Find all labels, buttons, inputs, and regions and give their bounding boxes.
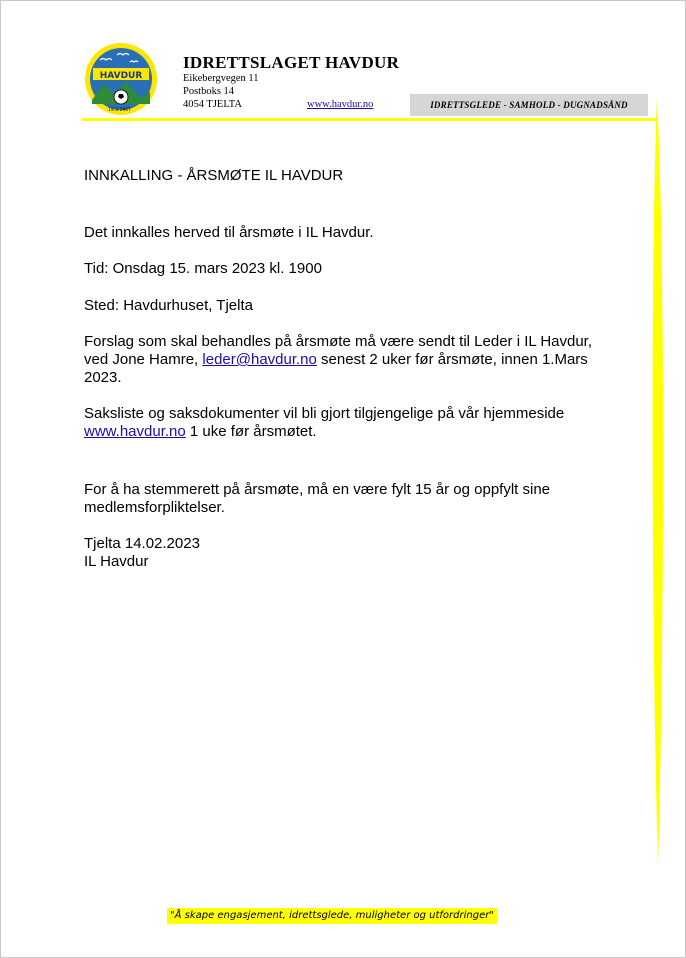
homepage-link[interactable]: www.havdur.no: [84, 423, 186, 440]
address-postbox: Postboks 14: [183, 86, 235, 97]
date-place: Tjelta 14.02.2023: [84, 535, 200, 552]
address-street: Eikebergvegen 11: [183, 73, 259, 84]
documents-paragraph: [84, 405, 604, 441]
org-name: IDRETTSLAGET HAVDUR: [183, 53, 400, 72]
meeting-time: Tid: Onsdag 15. mars 2023 kl. 1900: [84, 260, 322, 277]
intro-paragraph: Det innkalles herved til årsmøte i IL Havdur.: [84, 224, 374, 241]
proposal-text-1: Forslag som skal behandles på årsmøte må være sendt til Leder i IL Havdur, ved Jone Hamre,: [84, 333, 593, 368]
signature-block: [84, 535, 604, 571]
club-logo: [84, 42, 158, 116]
proposal-text-2: senest 2 uker før årsmøte, innen 1.Mars 2023.: [84, 351, 588, 386]
motto-banner: IDRETTSGLEDE - SAMHOLD - DUGNADSÅND: [410, 94, 648, 116]
svg-text:HAVDUR: HAVDUR: [99, 71, 143, 81]
website-link[interactable]: www.havdur.no: [307, 99, 374, 110]
yellow-side-swoosh: [640, 96, 664, 866]
proposal-paragraph: [84, 333, 604, 387]
leader-email-link[interactable]: leder@havdur.no: [202, 351, 317, 368]
signature: IL Havdur: [84, 553, 149, 570]
footer-slogan: "Å skape engasjement, idrettsglede, muligheter og utfordringer": [167, 908, 497, 924]
documents-text-2: 1 uke før årsmøtet.: [185, 423, 317, 440]
address-city: 4054 TJELTA: [183, 99, 242, 110]
svg-text:19.3.1947: 19.3.1947: [108, 108, 131, 113]
documents-text-1: Saksliste og saksdokumenter vil bli gjort tilgjengelige på vår hjemmeside: [84, 405, 565, 422]
voting-paragraph: For å ha stemmerett på årsmøte, må en være fylt 15 år og oppfylt sine medlemsforpliktelser.: [84, 481, 551, 516]
header-yellow-rule: [82, 118, 657, 121]
meeting-place: Sted: Havdurhuset, Tjelta: [84, 297, 253, 314]
document-title: INNKALLING - ÅRSMØTE IL HAVDUR: [84, 167, 344, 184]
